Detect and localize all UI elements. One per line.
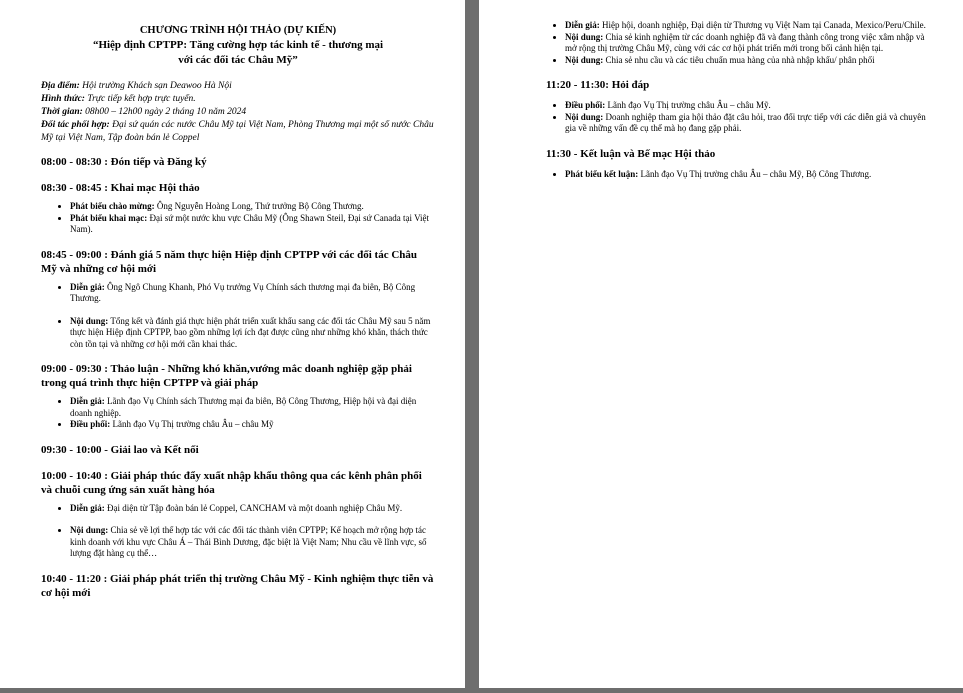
- item-text: Hiệp hội, doanh nghiệp, Đại diện từ Thương vụ Việt Nam tại Canada, Mexico/Peru/Chile.: [599, 20, 926, 30]
- venue-value: Hội trường Khách sạn Deawoo Hà Nội: [79, 81, 232, 91]
- item-label: Nội dung:: [565, 31, 604, 42]
- agenda-item: [70, 316, 435, 351]
- agenda-section-heading: 08:00 - 08:30 : Đón tiếp và Đăng ký: [41, 156, 207, 168]
- agenda-item: [70, 525, 435, 560]
- agenda-item: [70, 419, 435, 431]
- agenda-section-heading: 10:00 - 10:40 : Giải pháp thúc đẩy xuất nhập khẩu thông qua các kênh phân phối và chuỗi cung ứng sản xuất hàng hóa: [41, 469, 422, 496]
- item-text: Ông Ngô Chung Khanh, Phó Vụ trưởng Vụ Chính sách thương mại đa biên, Bộ Công Thương.: [70, 281, 416, 303]
- doc-subtitle-line1: “Hiệp định CPTPP: Tăng cường hợp tác kinh tế - thương mại: [92, 39, 384, 51]
- doc-title: CHƯƠNG TRÌNH HỘI THẢO (DỰ KIẾN): [139, 25, 337, 36]
- meta-format: [41, 93, 435, 106]
- agenda-section-heading: 10:40 - 11:20 : Giải pháp phát triển thị trường Châu Mỹ - Kinh nghiệm thực tiễn và cơ hội mới: [41, 572, 434, 599]
- item-label: Phát biểu kết luận:: [565, 168, 639, 179]
- agenda-section-heading: 09:30 - 10:00 - Giải lao và Kết nối: [41, 443, 199, 456]
- meta-partners: [41, 119, 435, 145]
- item-label: Nội dung:: [70, 525, 109, 535]
- agenda-list: [41, 282, 435, 351]
- doc-subtitle-line2: với các đối tác Châu Mỹ”: [178, 54, 298, 66]
- agenda-item: [70, 282, 435, 305]
- agenda-list: [546, 169, 933, 181]
- agenda-item: [565, 55, 933, 67]
- agenda-section-heading: 08:45 - 09:00 : Đánh giá 5 năm thực hiện Hiệp định CPTPP với các đối tác Châu Mỹ và những cơ hội mới: [41, 248, 418, 275]
- item-label: Diễn giả:: [70, 396, 105, 406]
- agenda-list: [546, 100, 933, 135]
- time-value: 08h00 – 12h00 ngày 2 tháng 10 năm 2024: [82, 107, 247, 117]
- item-text: Đại diện từ Tập đoàn bán lẻ Coppel, CANCHAM và một doanh nghiệp Châu Mỹ.: [104, 502, 403, 513]
- agenda-section-heading: 11:30 - Kết luận và Bế mạc Hội thảo: [546, 147, 716, 160]
- agenda-list: [546, 20, 933, 66]
- item-label: Điều phối:: [565, 100, 606, 110]
- event-meta: [41, 80, 435, 145]
- agenda-section-heading: 08:30 - 08:45 : Khai mạc Hội thảo: [41, 182, 200, 194]
- item-label: Điều phối:: [70, 419, 111, 429]
- item-text: Lãnh đạo Vụ Chính sách Thương mại đa biên, Bộ Công Thương, Hiệp hội và đại diện doanh nghiệp.: [70, 396, 417, 418]
- item-label: Phát biểu khai mạc:: [70, 212, 148, 223]
- item-text: Doanh nghiệp tham gia hội thảo đặt câu hỏi, trao đổi trực tiếp với các diễn giả và chuyên gia về những vấn đề cụ thể mà họ đang gặp phải.: [565, 111, 926, 133]
- meta-time: [41, 106, 435, 119]
- format-value: Trực tiếp kết hợp trực tuyến.: [84, 94, 196, 104]
- agenda-section-heading: 11:20 - 11:30: Hỏi đáp: [546, 79, 650, 91]
- agenda-item: [565, 169, 933, 181]
- item-label: Nội dung:: [70, 315, 109, 326]
- agenda-item: [565, 20, 933, 32]
- venue-label: Địa điểm:: [41, 81, 80, 91]
- item-text: Đại sứ một nước khu vực Châu Mỹ (Ông Shawn Steil, Đại sứ Canada tại Việt Nam).: [70, 212, 430, 234]
- agenda-item: [70, 201, 435, 213]
- time-label: Thời gian:: [41, 107, 83, 117]
- agenda-list: [41, 396, 435, 431]
- item-text: Lãnh đạo Vụ Thị trường châu Âu – châu Mỹ, Bộ Công Thương.: [638, 168, 872, 179]
- agenda-item: [70, 396, 435, 419]
- item-label: Diễn giả:: [70, 502, 105, 513]
- partners-value: Đại sứ quán các nước Châu Mỹ tại Việt Nam, Phòng Thương mại một số nước Châu Mỹ tại Việt Nam, Tập đoàn bán lẻ Coppel: [41, 120, 434, 143]
- item-text: Chia sẻ kinh nghiệm từ các doanh nghiệp đã và đang thành công trong việc xâm nhập và mở rộng thị trường Châu Mỹ, cùng với các cơ hội phát triển mới trong bối cảnh hiện tại.: [565, 31, 925, 53]
- document-page-right: [479, 0, 963, 688]
- agenda-item: [565, 32, 933, 55]
- agenda-item: [70, 213, 435, 236]
- item-text: Chia sẻ nhu cầu và các tiêu chuẩn mua hàng của nhà nhập khẩu/ phân phối: [603, 54, 875, 65]
- agenda-item: [70, 503, 435, 515]
- agenda-list: [41, 503, 435, 560]
- item-label: Phát biểu chào mừng:: [70, 201, 155, 211]
- item-text: Chia sẻ về lợi thế hợp tác với các đối tác thành viên CPTPP; Kế hoạch mở rộng hợp tác kinh doanh với khu vực Châu Á – Thái Bình Dương, đặc biệt là Việt Nam; Nhu cầu về lĩnh vực, số lượng đặt hàng cụ thể…: [70, 525, 427, 558]
- agenda-section-heading: 09:00 - 09:30 : Thảo luận - Những khó khăn,vướng mắc doanh nghiệp gặp phải trong quá trình thực hiện CPTPP và giải pháp: [41, 363, 412, 389]
- agenda-item: [565, 100, 933, 112]
- item-label: Diễn giả:: [70, 281, 105, 292]
- item-text: Tổng kết và đánh giá thực hiện phát triển xuất khẩu sang các đối tác Châu Mỹ sau 5 năm thực hiện Hiệp định CPTPP, bao gồm những lợi ích đạt được cũng như những khó khăn, thách thức còn tồn tại và những cơ hội mới cần khai thác.: [70, 315, 431, 349]
- item-label: Nội dung:: [565, 111, 604, 122]
- agenda-list: [41, 201, 435, 236]
- item-label: Nội dung:: [565, 54, 604, 65]
- document-page-left: [0, 0, 465, 688]
- item-text: Lãnh đạo Vụ Thị trường châu Âu – châu Mỹ.: [605, 100, 771, 110]
- meta-venue: [41, 80, 435, 93]
- format-label: Hình thức:: [41, 94, 85, 104]
- item-text: Lãnh đạo Vụ Thị trường châu Âu – châu Mỹ: [110, 419, 274, 429]
- partners-label: Đối tác phối hợp:: [41, 120, 110, 130]
- item-text: Ông Nguyễn Hoàng Long, Thứ trưởng Bộ Công Thương.: [154, 201, 364, 211]
- item-label: Diễn giả:: [565, 20, 600, 30]
- agenda-item: [565, 112, 933, 135]
